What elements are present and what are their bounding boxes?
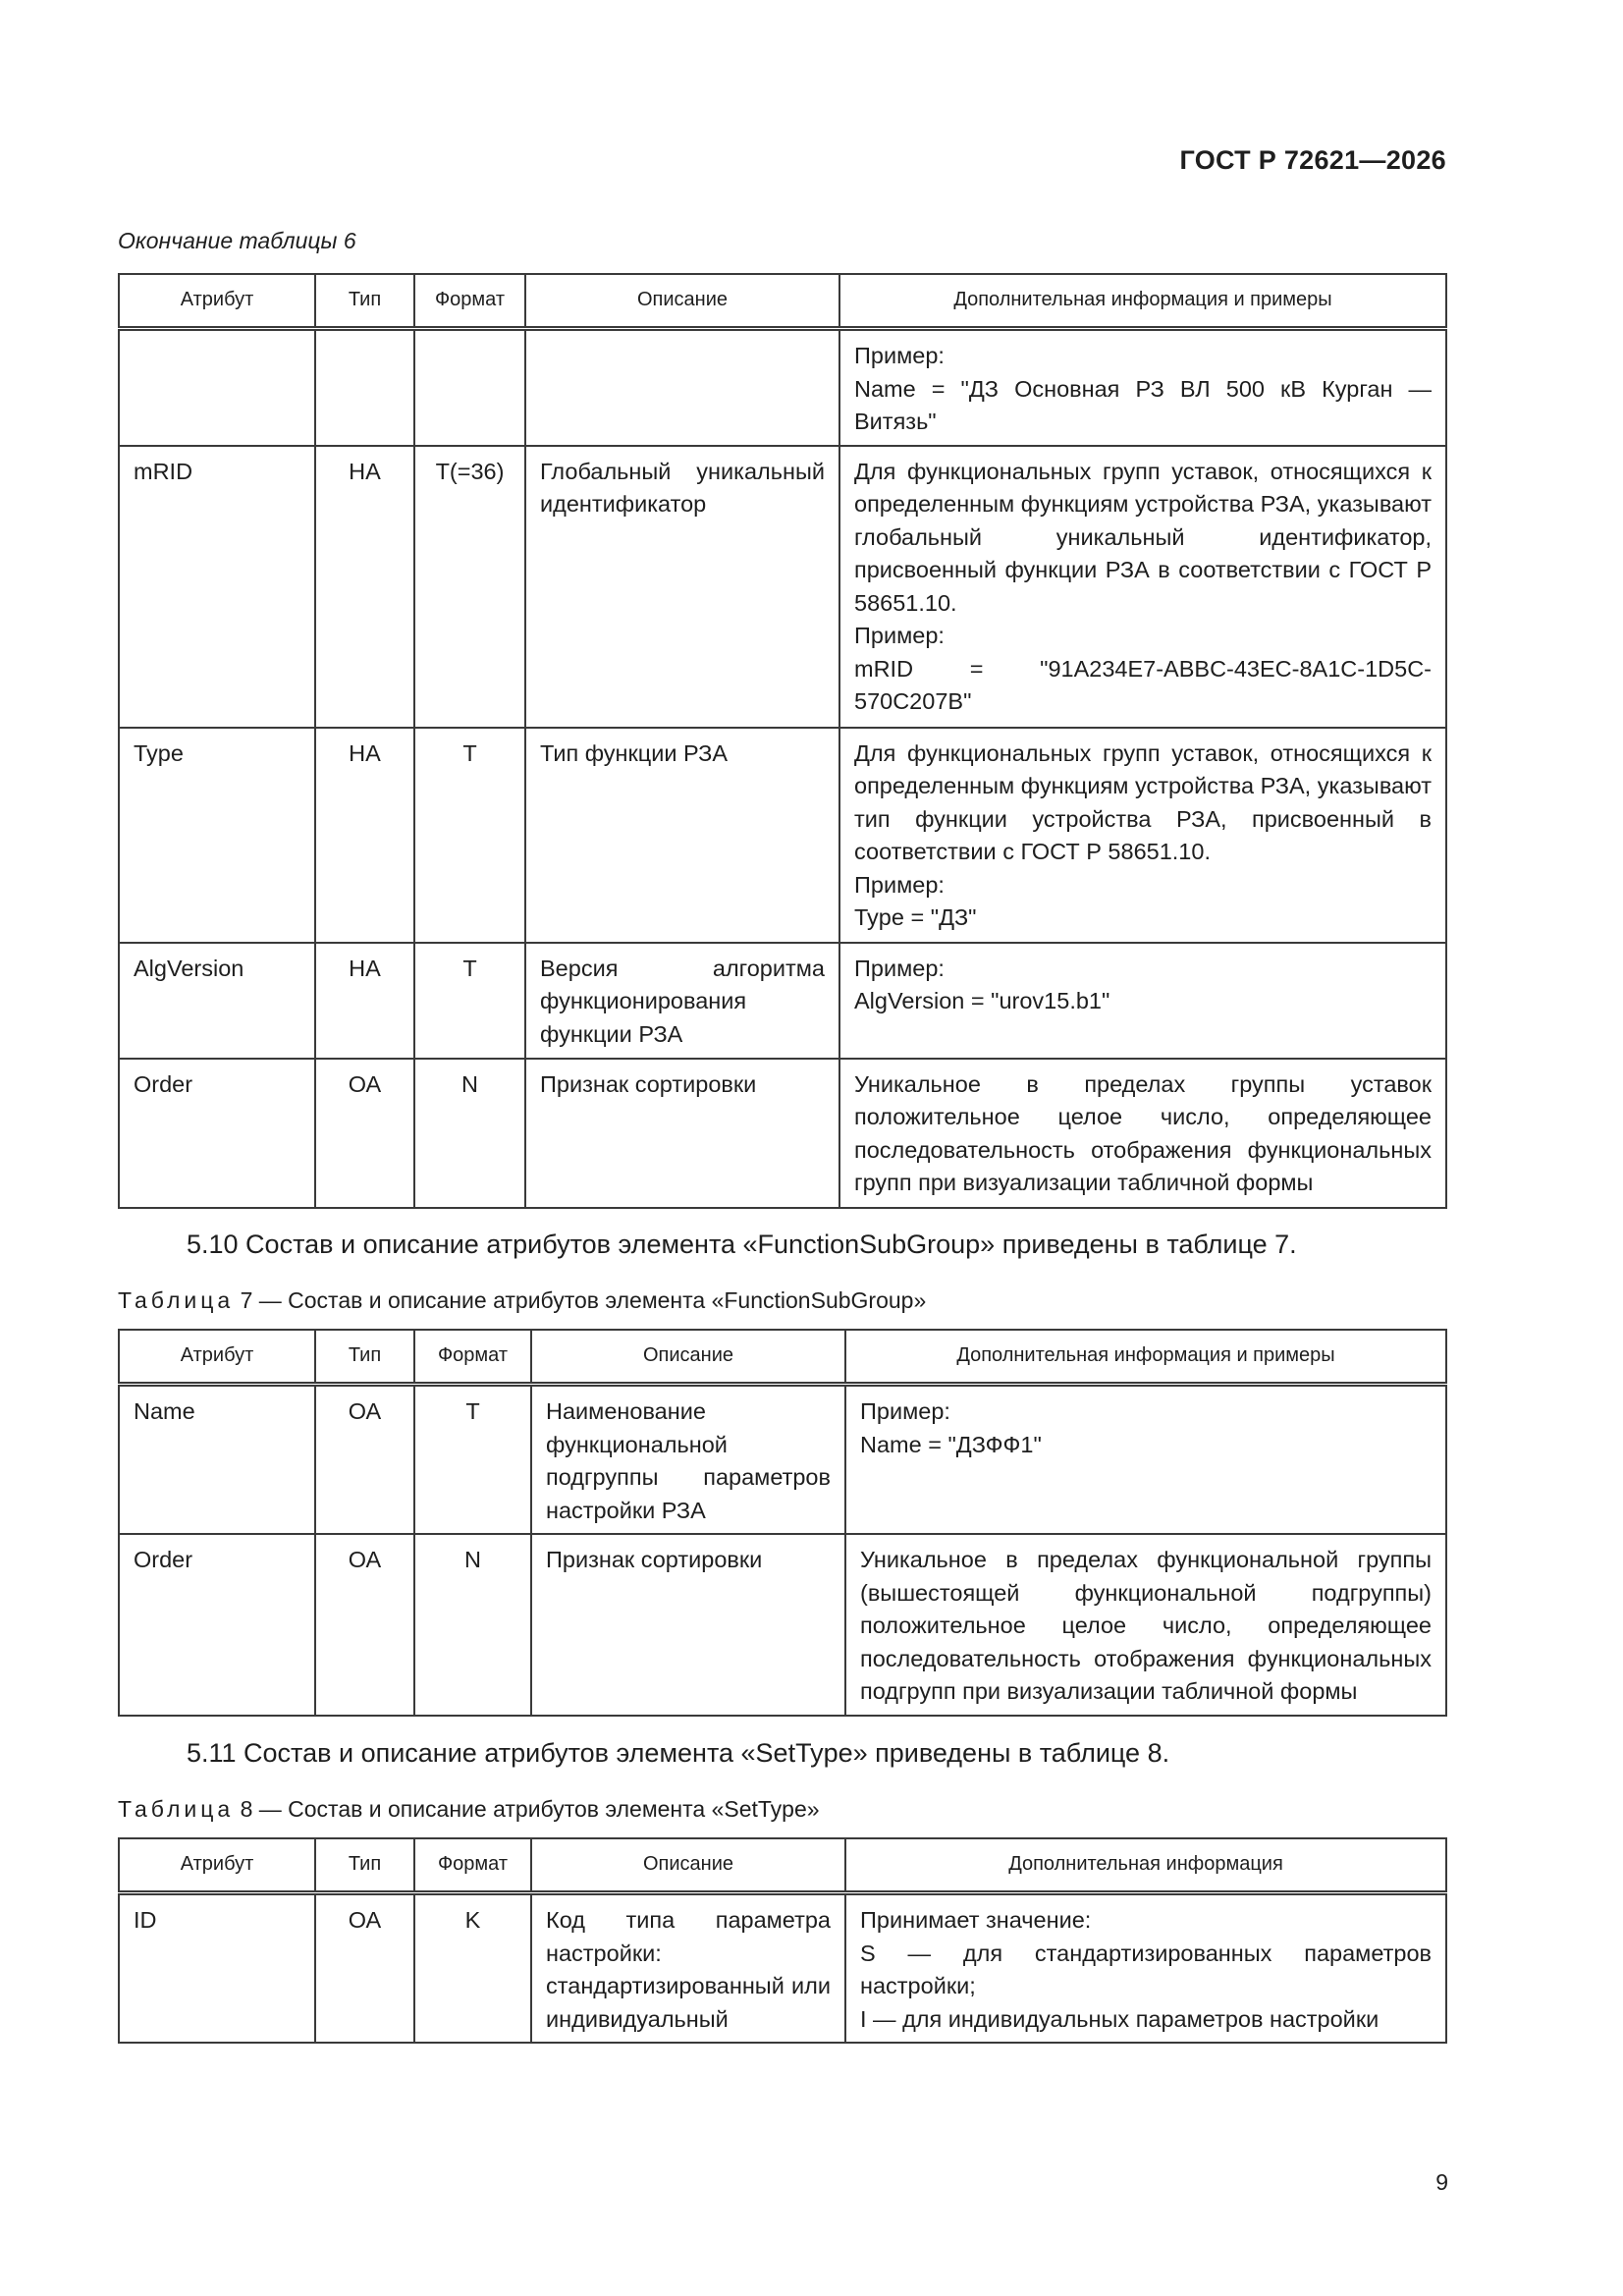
cell-description: Глобальный уникальный идентификатор bbox=[525, 446, 839, 728]
cell-attribute: Order bbox=[119, 1059, 315, 1208]
table-row bbox=[119, 329, 1446, 446]
paragraph-5-11: 5.11 Состав и описание атрибутов элемента «SetType» приведены в таблице 8. bbox=[187, 1738, 1170, 1768]
cell-format: T bbox=[414, 728, 525, 943]
cell-format: N bbox=[414, 1059, 525, 1208]
table-header-row bbox=[119, 1838, 1446, 1893]
table-8-caption: Таблица 8 — Состав и описание атрибутов элемента «SetType» bbox=[118, 1796, 820, 1822]
table-row bbox=[119, 943, 1446, 1059]
cell-type: ОА bbox=[315, 1534, 414, 1716]
table-7 bbox=[118, 1329, 1447, 1717]
cell-additional-info: Уникальное в пределах функциональной группы (вышестоящей функциональной подгруппы) положительное целое число, определяющее последовательность отображения функциональных подгрупп при визуализации табличной формы bbox=[845, 1534, 1446, 1716]
cell-type: НА bbox=[315, 728, 414, 943]
header-type: Тип bbox=[315, 274, 414, 329]
cell-additional-info: Пример: Name = "ДЗ Основная РЗ ВЛ 500 кВ Курган — Витязь" bbox=[839, 329, 1446, 446]
table-row bbox=[119, 1385, 1446, 1535]
cell-description: Признак сортировки bbox=[531, 1534, 845, 1716]
cell-description: Код типа параметра настройки: стандартизированный или индивидуальный bbox=[531, 1893, 845, 2044]
header-format: Формат bbox=[414, 1330, 531, 1385]
table-row bbox=[119, 1893, 1446, 2044]
header-description: Описание bbox=[531, 1838, 845, 1893]
header-description: Описание bbox=[525, 274, 839, 329]
cell-type: НА bbox=[315, 943, 414, 1059]
cell-type: ОА bbox=[315, 1385, 414, 1535]
cell-description: Версия алгоритма функционирования функции РЗА bbox=[525, 943, 839, 1059]
cell-format: K bbox=[414, 1893, 531, 2044]
cell-attribute: Name bbox=[119, 1385, 315, 1535]
cell-description: Тип функции РЗА bbox=[525, 728, 839, 943]
table-row bbox=[119, 1059, 1446, 1208]
cell-attribute: mRID bbox=[119, 446, 315, 728]
table-8 bbox=[118, 1837, 1447, 2044]
cell-description bbox=[525, 329, 839, 446]
cell-description: Наименование функциональной подгруппы параметров настройки РЗА bbox=[531, 1385, 845, 1535]
header-format: Формат bbox=[414, 1838, 531, 1893]
header-attribute: Атрибут bbox=[119, 1330, 315, 1385]
table-6 bbox=[118, 273, 1447, 1209]
page-number: 9 bbox=[1435, 2169, 1448, 2195]
cell-format: T(=36) bbox=[414, 446, 525, 728]
table-row bbox=[119, 446, 1446, 728]
cell-format: N bbox=[414, 1534, 531, 1716]
cell-type: ОА bbox=[315, 1893, 414, 2044]
cell-type: НА bbox=[315, 446, 414, 728]
header-type: Тип bbox=[315, 1838, 414, 1893]
table-header-row bbox=[119, 274, 1446, 329]
cell-format: T bbox=[414, 1385, 531, 1535]
cell-additional-info: Пример: Name = "ДЗФФ1" bbox=[845, 1385, 1446, 1535]
header-format: Формат bbox=[414, 274, 525, 329]
table-row bbox=[119, 1534, 1446, 1716]
cell-format: T bbox=[414, 943, 525, 1059]
cell-additional-info: Для функциональных групп уставок, относящихся к определенным функциям устройства РЗА, указывают глобальный уникальный идентификатор, присвоенный функции РЗА в соответствии с ГОСТ Р 58651.10. Пример: mRID = "91A234E7-ABBC-43EC-8A1C-1D5C-570C207B" bbox=[839, 446, 1446, 728]
cell-attribute: Order bbox=[119, 1534, 315, 1716]
header-type: Тип bbox=[315, 1330, 414, 1385]
cell-additional-info: Уникальное в пределах группы уставок положительное целое число, определяющее последовательность отображения функциональных групп при визуализации табличной формы bbox=[839, 1059, 1446, 1208]
header-attribute: Атрибут bbox=[119, 274, 315, 329]
table-continuation-caption: Окончание таблицы 6 bbox=[118, 228, 356, 253]
cell-description: Признак сортировки bbox=[525, 1059, 839, 1208]
header-additional-info: Дополнительная информация и примеры bbox=[845, 1330, 1446, 1385]
cell-attribute: Type bbox=[119, 728, 315, 943]
cell-attribute: AlgVersion bbox=[119, 943, 315, 1059]
cell-additional-info: Пример: AlgVersion = "urov15.b1" bbox=[839, 943, 1446, 1059]
cell-type: ОА bbox=[315, 1059, 414, 1208]
header-additional-info: Дополнительная информация и примеры bbox=[839, 274, 1446, 329]
header-description: Описание bbox=[531, 1330, 845, 1385]
cell-additional-info: Принимает значение: S — для стандартизированных параметров настройки; I — для индивидуальных параметров настройки bbox=[845, 1893, 1446, 2044]
header-attribute: Атрибут bbox=[119, 1838, 315, 1893]
cell-attribute bbox=[119, 329, 315, 446]
cell-type bbox=[315, 329, 414, 446]
cell-format bbox=[414, 329, 525, 446]
table-row bbox=[119, 728, 1446, 943]
document-standard-number: ГОСТ Р 72621—2026 bbox=[1179, 145, 1446, 175]
cell-additional-info: Для функциональных групп уставок, относящихся к определенным функциям устройства РЗА, указывают тип функции устройства РЗА, присвоенный в соответствии с ГОСТ Р 58651.10. Пример: Type = "ДЗ" bbox=[839, 728, 1446, 943]
paragraph-5-10: 5.10 Состав и описание атрибутов элемента «FunctionSubGroup» приведены в таблице 7. bbox=[187, 1230, 1297, 1259]
table-7-caption: Таблица 7 — Состав и описание атрибутов элемента «FunctionSubGroup» bbox=[118, 1287, 927, 1313]
table-header-row bbox=[119, 1330, 1446, 1385]
header-additional-info: Дополнительная информация bbox=[845, 1838, 1446, 1893]
cell-attribute: ID bbox=[119, 1893, 315, 2044]
